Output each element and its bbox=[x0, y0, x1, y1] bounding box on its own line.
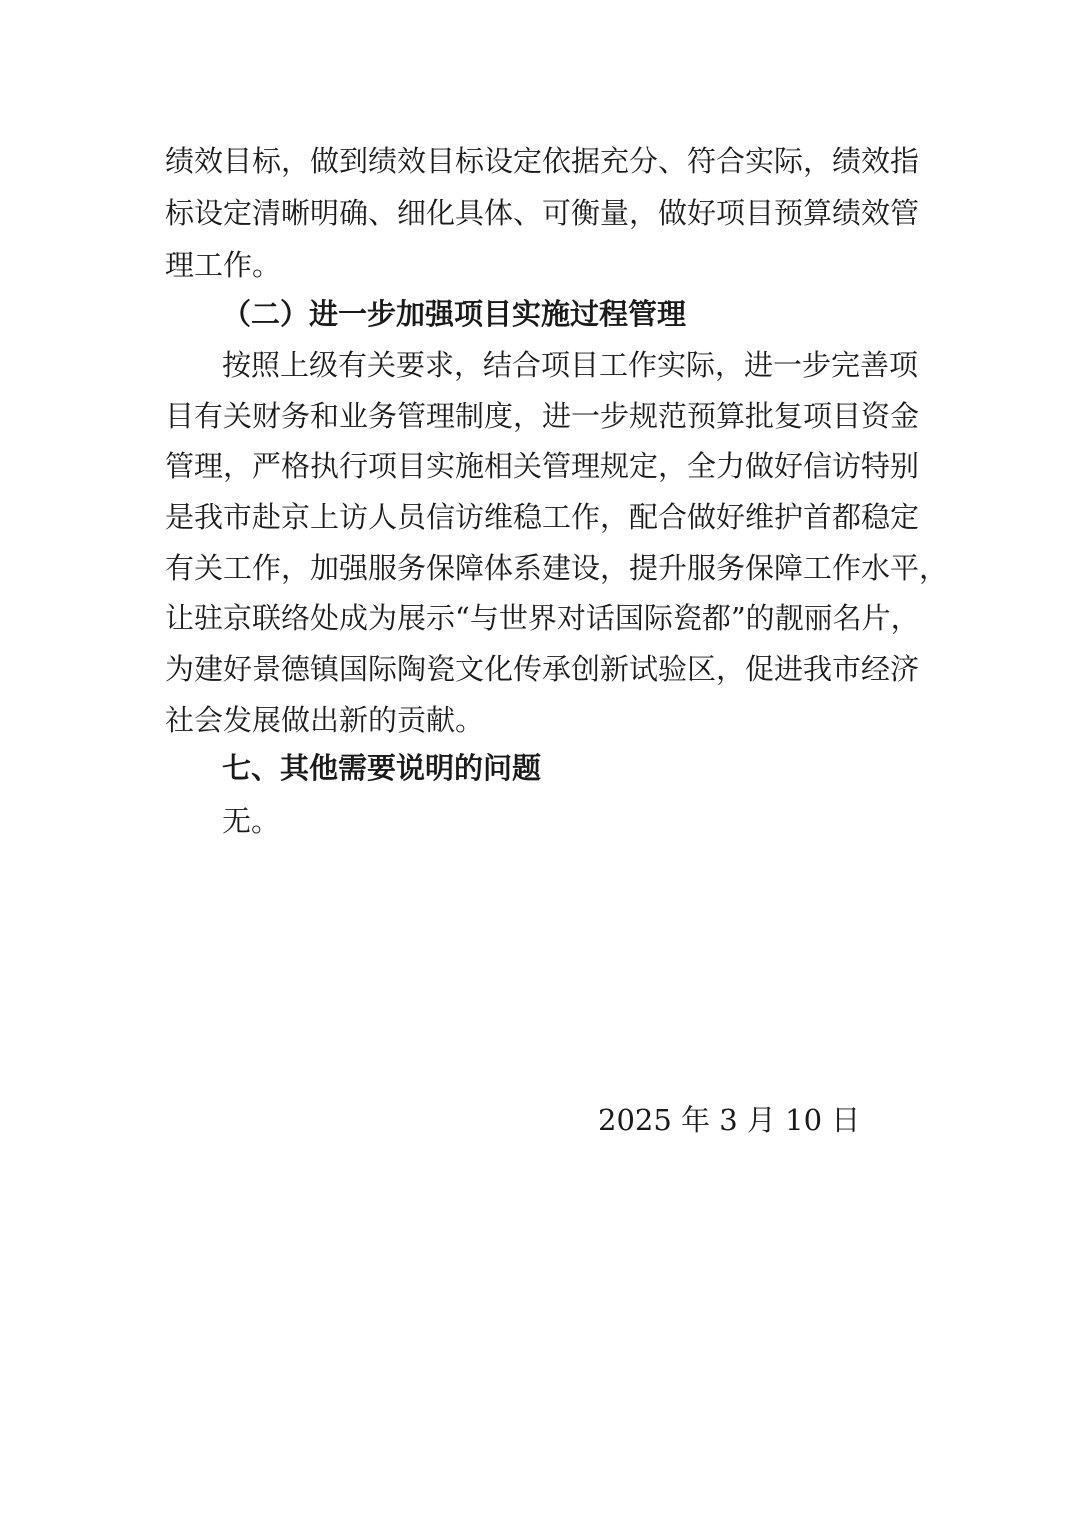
paragraph-line: 目有关财务和业务管理制度，进一步规范预算批复项目资金 bbox=[165, 399, 920, 433]
paragraph-line: 绩效目标，做到绩效目标设定依据充分、符合实际，绩效指 bbox=[165, 144, 920, 178]
paragraph-line: 是我市赴京上访人员信访维稳工作，配合做好维护首都稳定 bbox=[165, 500, 920, 534]
section-heading-7: 七、其他需要说明的问题 bbox=[222, 751, 542, 785]
paragraph-line: 社会发展做出新的贡献。 bbox=[165, 703, 485, 737]
paragraph-line: 有关工作，加强服务保障体系建设，提升服务保障工作水平， bbox=[165, 551, 949, 585]
paragraph-line: 标设定清晰明确、细化具体、可衡量，做好项目预算绩效管 bbox=[165, 196, 920, 230]
paragraph-line: 按照上级有关要求，结合项目工作实际，进一步完善项 bbox=[222, 348, 919, 382]
paragraph-line: 理工作。 bbox=[165, 248, 282, 282]
document-date: 2025 年 3 月 10 日 bbox=[598, 1103, 861, 1137]
paragraph-line: 为建好景德镇国际陶瓷文化传承创新试验区，促进我市经济 bbox=[165, 652, 920, 686]
paragraph-line: 管理，严格执行项目实施相关管理规定，全力做好信访特别 bbox=[165, 449, 920, 483]
section-heading-2: （二）进一步加强项目实施过程管理 bbox=[222, 297, 687, 331]
paragraph-line: 让驻京联络处成为展示“与世界对话国际瓷都”的靓丽名片， bbox=[165, 601, 920, 635]
section-7-body: 无。 bbox=[222, 804, 281, 838]
